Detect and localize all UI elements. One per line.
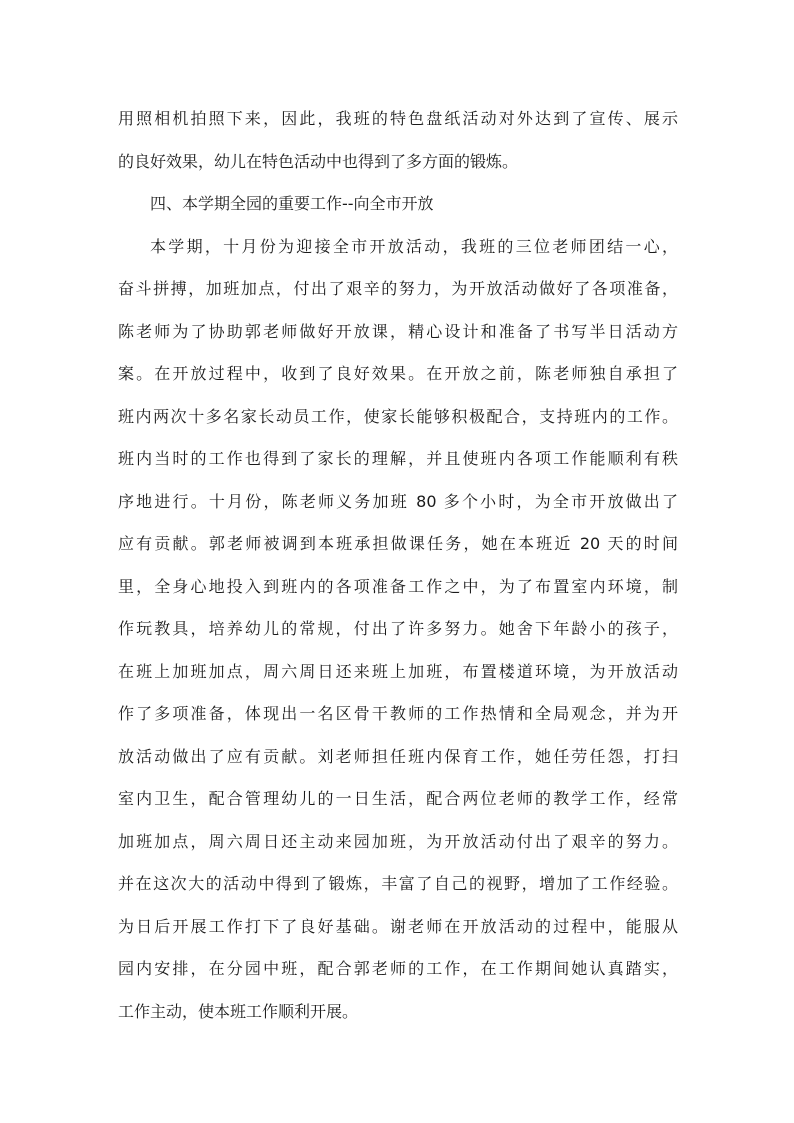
text-line: 应有贡献。郭老师被调到本班承担做课任务，她在本班近 20 天的时间 [118,534,678,553]
text-line: 班内当时的工作也得到了家长的理解，并且使班内各项工作能顺利有秩 [118,449,678,468]
text-line: 序地进行。十月份，陈老师义务加班 80 多个小时，为全市开放做出了 [118,491,678,511]
section-heading: 四、本学期全园的重要工作--向全市开放 [150,194,434,213]
text-line: 陈老师为了协助郭老师做好开放课，精心设计和准备了书写半日活动方 [118,321,678,341]
text-line: 园内安排，在分园中班，配合郭老师的工作，在工作期间她认真踏实， [118,959,678,978]
text-line: 并在这次大的活动中得到了锻炼，丰富了自己的视野，增加了工作经验。 [118,874,678,893]
text-line: 本学期，十月份为迎接全市开放活动，我班的三位老师团结一心， [150,236,678,256]
text-line: 加班加点，周六周日还主动来园加班，为开放活动付出了艰辛的努力。 [118,831,678,851]
text-line: 里，全身心地投入到班内的各项准备工作之中，为了布置室内环境，制 [118,576,678,596]
text-line: 用照相机拍照下来，因此，我班的特色盘纸活动对外达到了宣传、展示 [118,109,678,128]
text-line: 的良好效果，幼儿在特色活动中也得到了多方面的锻炼。 [118,151,519,171]
text-line: 作玩教具，培养幼儿的常规，付出了许多努力。她舍下年龄小的孩子， [118,619,678,638]
text-line: 案。在开放过程中，收到了良好效果。在开放之前，陈老师独自承担了 [118,364,678,383]
text-line: 放活动做出了应有贡献。刘老师担任班内保育工作，她任劳任怨，打扫 [118,746,678,766]
text-line: 室内卫生，配合管理幼儿的一日生活，配合两位老师的教学工作，经常 [118,789,678,808]
text-line: 为日后开展工作打下了良好基础。谢老师在开放活动的过程中，能服从 [118,916,678,936]
document-body [118,98,678,1033]
text-line: 工作主动，使本班工作顺利开展。 [118,1001,359,1021]
text-line: 奋斗拼搏，加班加点，付出了艰辛的努力，为开放活动做好了各项准备， [118,279,678,298]
text-line: 班内两次十多名家长动员工作，使家长能够积极配合，支持班内的工作。 [118,406,678,426]
text-line: 在班上加班加点，周六周日还来班上加班，布置楼道环境，为开放活动 [118,661,678,681]
text-line: 作了多项准备，体现出一名区骨干教师的工作热情和全局观念，并为开 [118,704,678,723]
